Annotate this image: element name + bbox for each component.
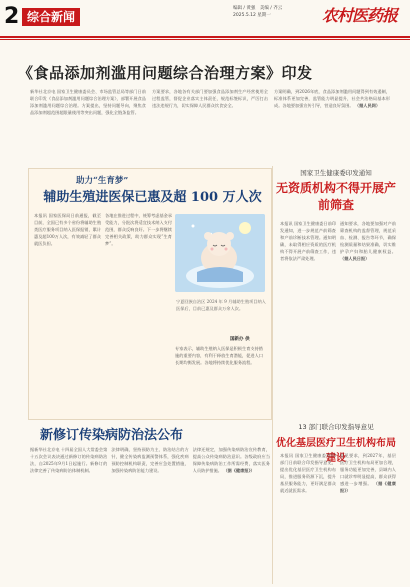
baby-illustration [175, 214, 265, 292]
story4-column: 本报讯 国家卫生健康委等13部门日前联合印发指导意见，提出优化基层医疗卫生机构布局，推进服务资源下沉，提升基层服务能力，更好满足群众就近就医需求。 [280, 453, 336, 493]
story4-body [280, 452, 396, 584]
story1-column: 各地在推进过程中，统筹考虑基金承受能力，分批次将适宜技术纳入支付范围，群众反响良好。下一步将继续完善相关政策，助力群众实现“生育梦”。 [105, 213, 172, 246]
story3-credit: （据《健康报》） [223, 468, 255, 473]
story2-body [280, 220, 396, 420]
lead-title: 《食品添加剂滥用问题综合治理方案》印发 [18, 64, 313, 82]
story3-column: 法律还规定，加强传染病防治宣传教育，提高公众传染病防治意识。各级政府应当保障传染病防治工作所需经费，落实医务人员防护措施。 （据《健康报》） [192, 447, 270, 473]
story2-column: 通知要求，各地要加强对产前筛查机构的监督管理，规范采血、检测、报告等环节，确保检测质量和结果准确，切实维护孕产妇和胎儿健康权益。 （据人民日报） [340, 221, 396, 261]
story2-credit: （据人民日报） [340, 256, 370, 261]
story3-column: 法律明确，坚持预防为主、防治结合的方针，健全传染病监测预警体系，强化疾病预防控制机构职责，完善应急处置措施，加强传染病防治能力建设。 [111, 447, 189, 473]
story1-body [34, 212, 172, 412]
date-line: 2025.5.12 星期一 [233, 13, 271, 18]
story1-right-column: 专家表示，辅助生殖纳入医保是积极生育支持措施的重要内容，有利于释放生育潜能，促进人口长期均衡发展。各地将持续优化服务流程。 [175, 346, 263, 365]
date-info [233, 5, 282, 19]
image-credit: 国新办 供 [230, 337, 250, 342]
story4-credit: （据《健康报》） [340, 481, 396, 493]
story3-column: 据新华社北京电 十四届全国人大常委会第十五次会议表决通过新修订的传染病防治法，自2025年9月1日起施行。新修订的法律完善了传染病防治体制机制。 [30, 447, 108, 473]
story1-title: 辅助生殖进医保已惠及超 100 万人次 [43, 190, 262, 205]
header-rule [0, 36, 410, 38]
story2-kicker: 国家卫生健康委印发通知 [300, 169, 372, 177]
story2-column: 本报讯 国家卫生健康委日前印发通知，进一步规范产前筛查和产前诊断技术管理。通知明确，未取得相应资质的医疗机构不得开展产前筛查工作，违者将依法严肃处理。 [280, 221, 336, 261]
story3-title: 新修订传染病防治法公布 [40, 428, 184, 443]
page-header [0, 0, 410, 40]
header-rule-thin [0, 39, 410, 40]
baby-sleeping-icon [175, 214, 265, 292]
editor-line: 编辑 / 黄强 美编 / 齐云 [233, 6, 283, 11]
column-divider [272, 166, 273, 584]
story1-kicker: 助力“生育梦” [76, 176, 129, 186]
page-number: 2 [4, 4, 20, 29]
image-caption: 宁夏回族自治区 2024 年 9 月辅助生殖项目纳入医保后，目前已惠及群众万余人次。 [176, 299, 266, 311]
lead-column: 方案要求，各地各有关部门要加强食品添加剂生产经营使用全过程监管，督促企业落实主体责任，规范标签标识，严厉打击违法违规行为，切实保障人民群众饮食安全。 [152, 89, 268, 108]
paper-name: 农村医药报 [322, 6, 398, 25]
story4-column: 意见要求，到2027年，基层医疗卫生机构布局更加合理，服务功能更加完善，县域内人口就诊率明显提高，群众获得感进一步增强。 （据《健康报》） [340, 453, 396, 493]
story2-title: 无资质机构不得开展产前筛查 [276, 181, 397, 212]
story4-kicker: 13 部门联合印发指导意见 [298, 423, 374, 431]
section-label: 综合新闻 [22, 8, 80, 26]
story4-title: 优化基层医疗卫生机构布局建设 [276, 438, 396, 464]
lead-body [30, 88, 390, 150]
lead-column: 新华社北京电 国家卫生健康委员会、市场监管总局等部门日前联合印发《食品添加剂滥用问题综合治理方案》，部署开展食品添加剂滥用问题综合治理。方案提出，坚持问题导向，聚焦食品添加剂超范围超限量使用等突出问题，强化全链条监管。 [30, 89, 146, 115]
story1-column: 本报讯 国家医保局日前通报，截至目前，全国已有多个省份将辅助生殖类医疗服务项目纳入医保报销，累计惠及超100万人次，有效减轻了群众就医负担。 [34, 213, 101, 246]
lead-credit: （据人民网） [354, 103, 381, 108]
lead-column: 方案明确，到2026年底，食品添加剂滥用问题得到有效遏制，标准体系更加完善，监管能力明显提升，社会共治格局基本形成。各地要加强宣传引导，营造良好氛围。 （据人民网） [274, 89, 390, 108]
story3-body [30, 446, 270, 584]
